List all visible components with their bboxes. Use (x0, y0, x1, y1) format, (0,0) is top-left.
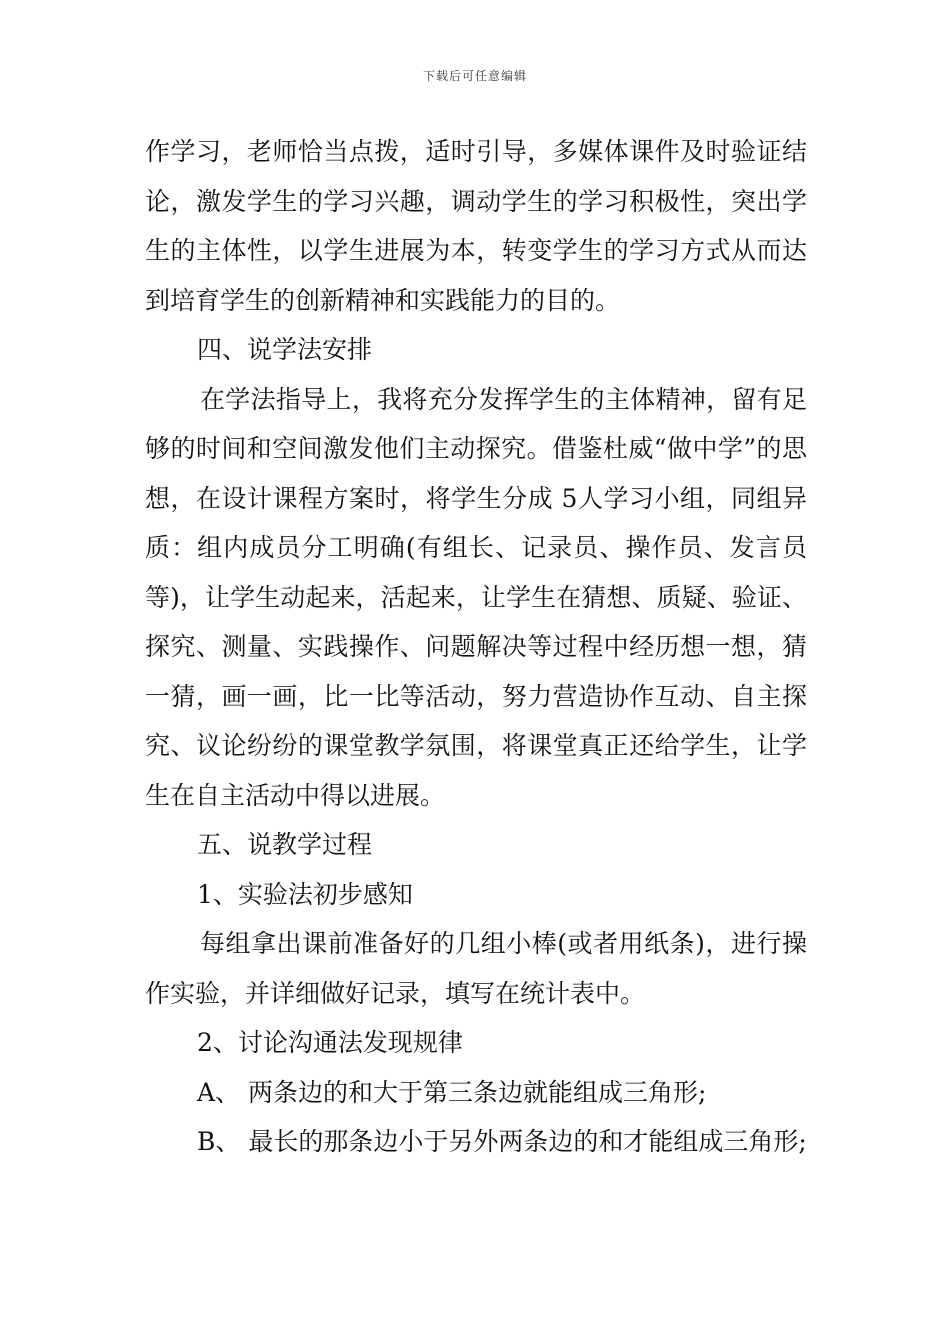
paragraph-experiment: 每组拿出课前准备好的几组小棒(或者用纸条)，进行操作实验，并详细做好记录，填写在统计表中。 (145, 929, 807, 1008)
paragraph-learning-methods: 在学法指导上，我将充分发挥学生的主体精神，留有足够的时间和空间激发他们主动探究。借鉴杜威“做中学”的思想，在设计课程方案时，将学生分成 5人学习小组，同组异质：组内成员分工明确(有组长、记录员、操作员、发言员等)，让学生动起来，活起来，让学生在猜想、质疑、验证、探究、测量、实践操作、问题解决等过程中经历想一想，猜一猜，画一画，比一比等活动，努力营造协作互动、自主探究、议论纷纷的课堂教学氛围，将课堂真正还给学生，让学生在自主活动中得以进展。 (145, 384, 807, 810)
step-heading-experiment: 1、实验法初步感知 (197, 879, 413, 909)
section-heading-learning-methods: 四、说学法安排 (197, 335, 373, 364)
rule-item-b: B、 最长的那条边小于另外两条边的和才能组成三角形; (197, 1127, 807, 1156)
rule-item-a: A、 两条边的和大于第三条边就能组成三角形; (197, 1077, 707, 1107)
document-body (145, 127, 807, 1167)
step-heading-discussion: 2、讨论沟通法发现规律 (197, 1028, 463, 1057)
header-note: 下载后可任意编辑 (422, 69, 527, 83)
section-heading-teaching-process: 五、说教学过程 (197, 830, 373, 859)
paragraph-continuation: 作学习，老师恰当点拨，适时引导，多媒体课件及时验证结论，激发学生的学习兴趣，调动学生的学习积极性，突出学生的主体性，以学生进展为本，转变学生的学习方式从而达到培育学生的创新精神和实践能力的目的。 (145, 137, 807, 315)
